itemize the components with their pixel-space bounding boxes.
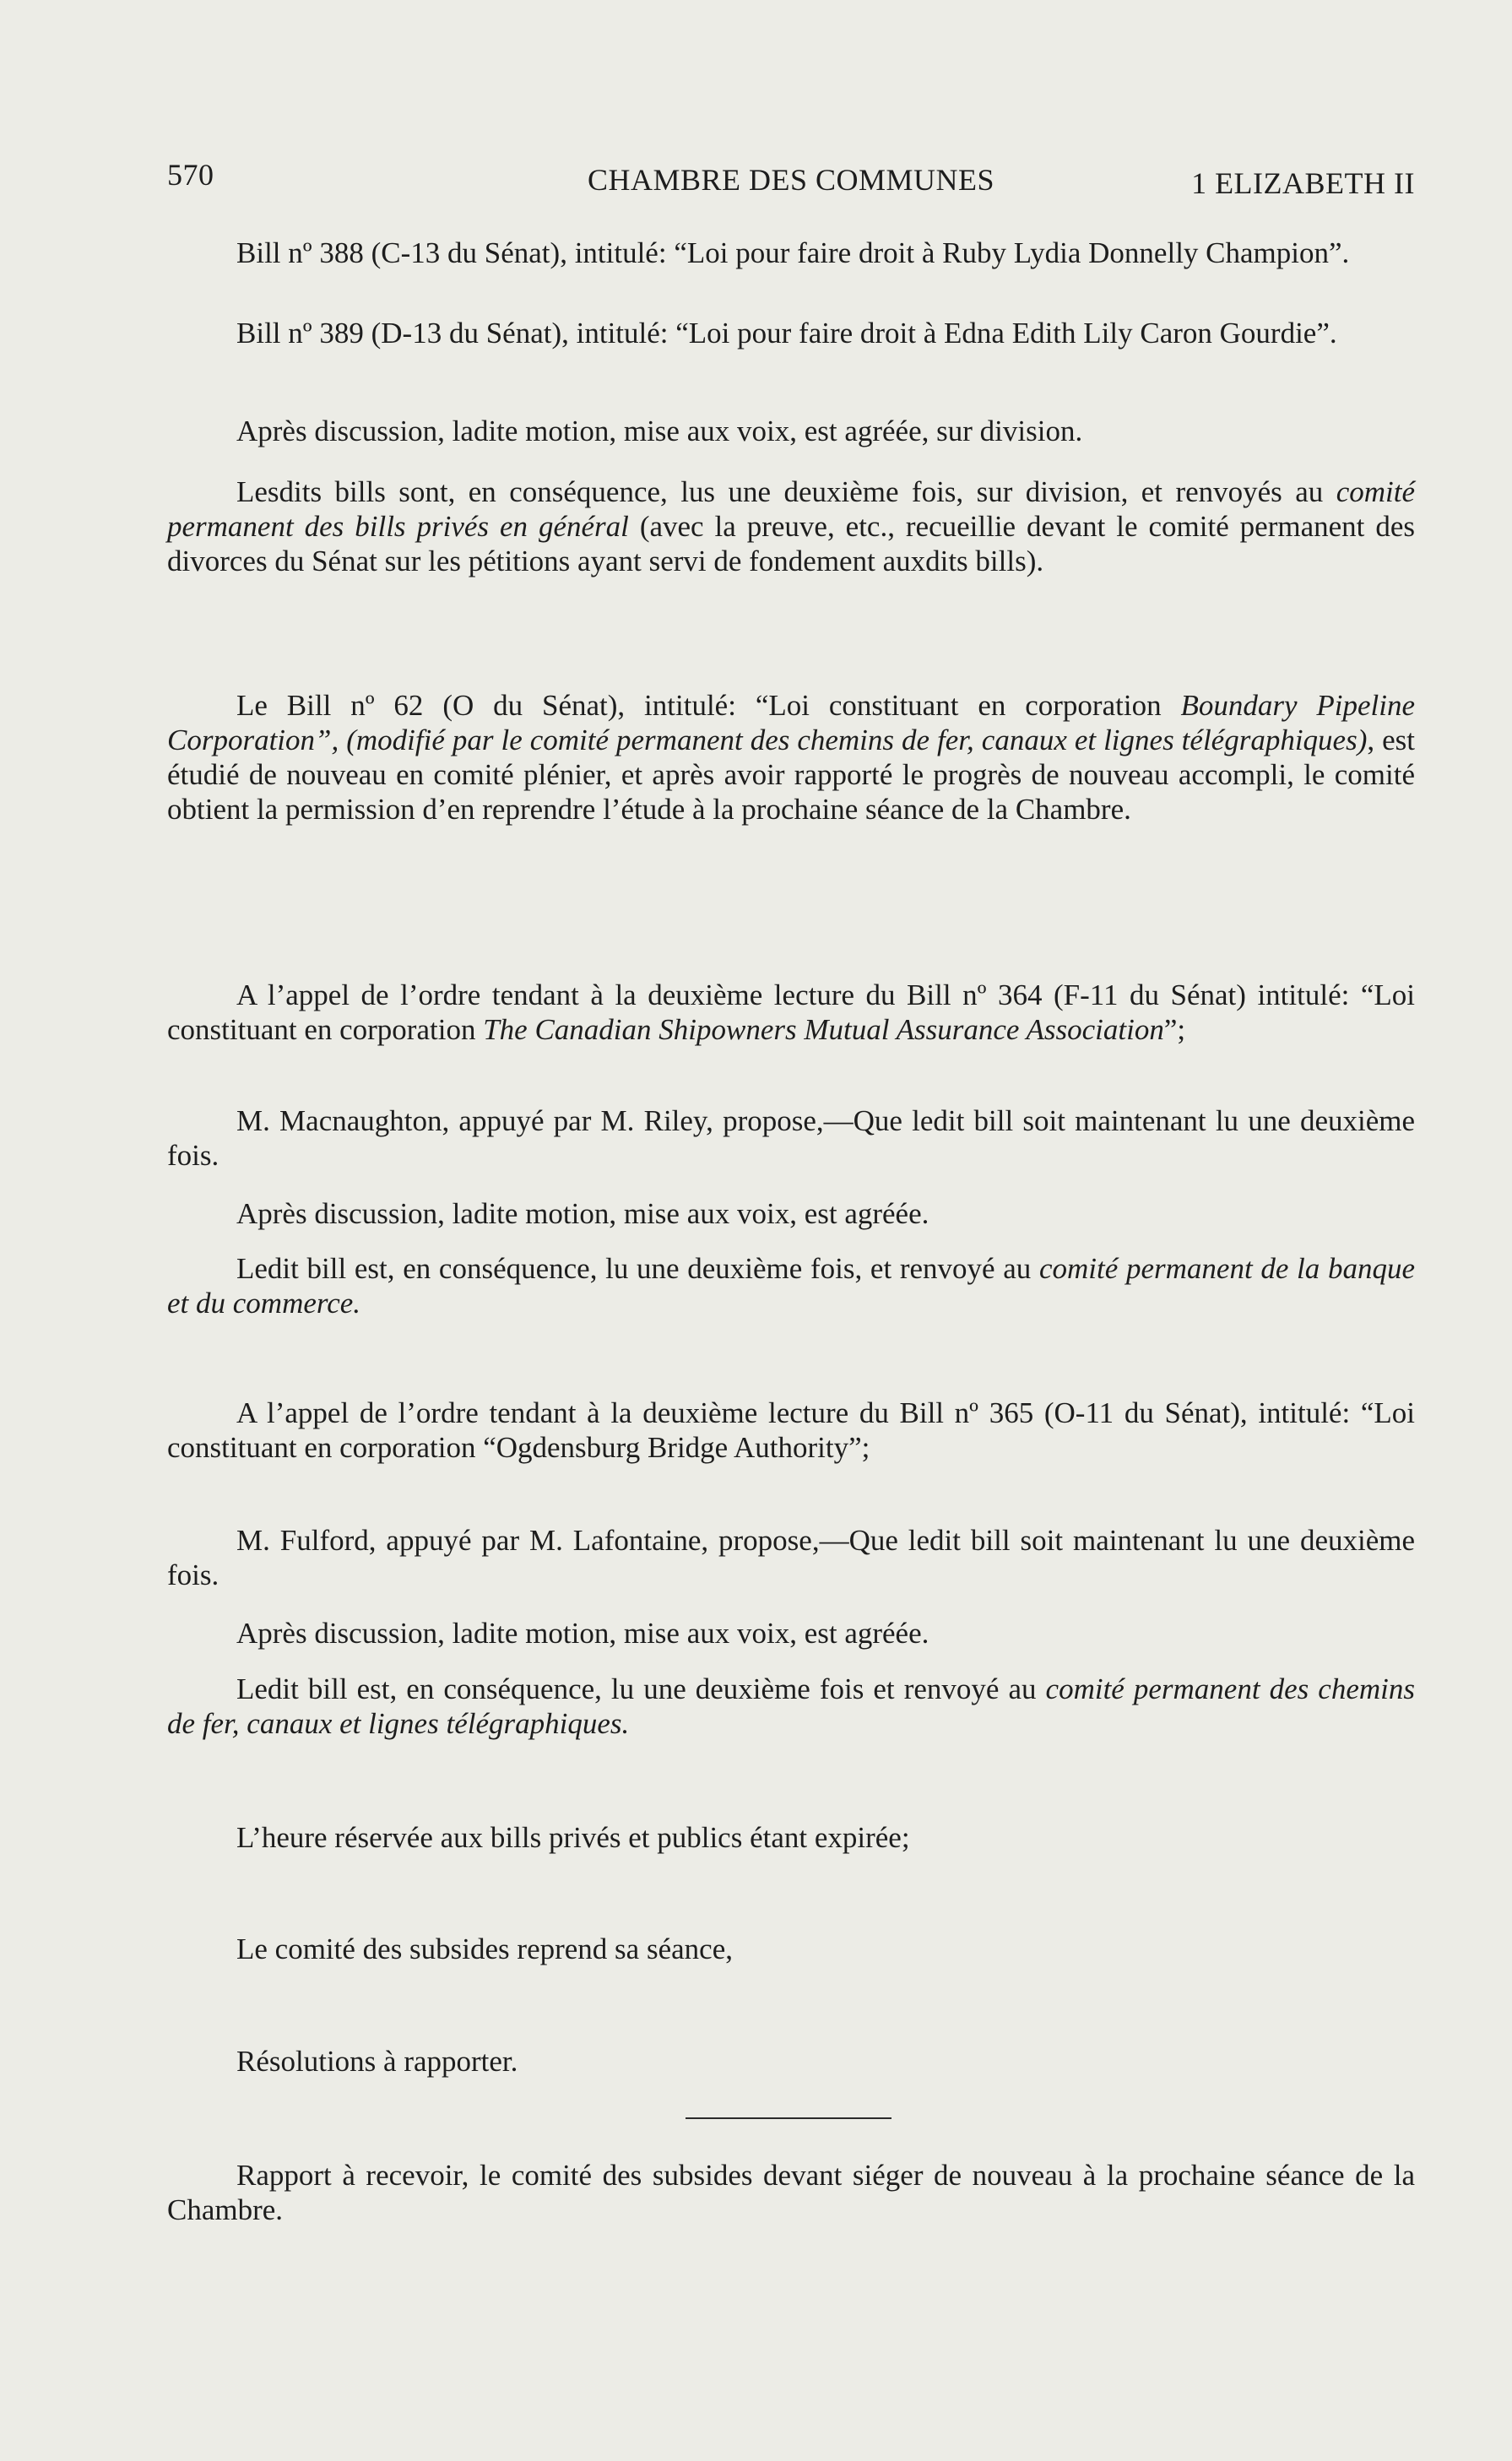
paragraph-motion-agreed-2: Après discussion, ladite motion, mise aux voix, est agréée. (236, 1617, 929, 1650)
running-title: CHAMBRE DES COMMUNES (587, 163, 995, 197)
paragraph-bill-388: Bill nº 388 (C-13 du Sénat), intitulé: “Loi pour faire droit à Ruby Lydia Donnelly Champion”. (236, 236, 1350, 269)
paragraph-bill-389: Bill nº 389 (D-13 du Sénat), intitulé: “Loi pour faire droit à Edna Edith Lily Caron Gourdie”. (236, 317, 1337, 350)
paragraph-hour-expired: L’heure réservée aux bills privés et publics étant expirée; (236, 1821, 910, 1854)
paragraph-bills-referred: Lesdits bills sont, en conséquence, lus une deuxième fois, sur division, et renvoyés au comité permanent des bills privés en général (avec la preuve, etc., recueillie devant le comité permanent des divorces du Sénat sur les pétitions ayant servi de fondement auxdits bills). (167, 475, 1415, 577)
paragraph-resolutions: Résolutions à rapporter. (236, 2045, 518, 2078)
paragraph-motion-agreed-division: Après discussion, ladite motion, mise aux voix, est agréée, sur division. (236, 415, 1083, 447)
paragraph-supply-committee: Le comité des subsides reprend sa séance, (236, 1932, 733, 1965)
paragraph-bill-365-call: A l’appel de l’ordre tendant à la deuxième lecture du Bill nº 365 (O-11 du Sénat), intitulé: “Loi constituant en corporation “Ogdensburg Bridge Authority”; (167, 1396, 1415, 1464)
paragraph-report-to-receive: Rapport à recevoir, le comité des subsides devant siéger de nouveau à la prochaine séance de la Chambre. (167, 2159, 1415, 2226)
regnal-year: 1 ELIZABETH II (1191, 166, 1415, 200)
paragraph-motion-agreed: Après discussion, ladite motion, mise aux voix, est agréée. (236, 1197, 929, 1230)
paragraph-fulford-motion: M. Fulford, appuyé par M. Lafontaine, propose,—Que ledit bill soit maintenant lu une deuxième fois. (167, 1524, 1415, 1591)
paragraph-macnaughton-motion: M. Macnaughton, appuyé par M. Riley, propose,—Que ledit bill soit maintenant lu une deuxième fois. (167, 1104, 1415, 1172)
paragraph-bill-364-call: A l’appel de l’ordre tendant à la deuxième lecture du Bill nº 364 (F-11 du Sénat) intitulé: “Loi constituant en corporation The Canadian Shipowners Mutual Assurance Association”; (167, 978, 1415, 1046)
page-number: 570 (167, 158, 214, 192)
page-header (167, 157, 1415, 208)
paragraph-bill-365-referred: Ledit bill est, en conséquence, lu une deuxième fois et renvoyé au comité permanent des chemins de fer, canaux et lignes télégraphiques. (167, 1672, 1415, 1740)
paragraph-bill-62: Le Bill nº 62 (O du Sénat), intitulé: “Loi constituant en corporation Boundary Pipeline Corporation”, (modifié par le comité permanent des chemins de fer, canaux et lignes télégraphiques), est étudié de nouveau en comité plénier, et après avoir rapporté le progrès de nouveau accompli, le comité obtient la permission d’en reprendre l’étude à la prochaine séance de la Chambre. (167, 689, 1415, 826)
paragraph-bill-364-referred: Ledit bill est, en conséquence, lu une deuxième fois, et renvoyé au comité permanent de la banque et du commerce. (167, 1252, 1415, 1320)
section-divider (686, 2117, 891, 2119)
